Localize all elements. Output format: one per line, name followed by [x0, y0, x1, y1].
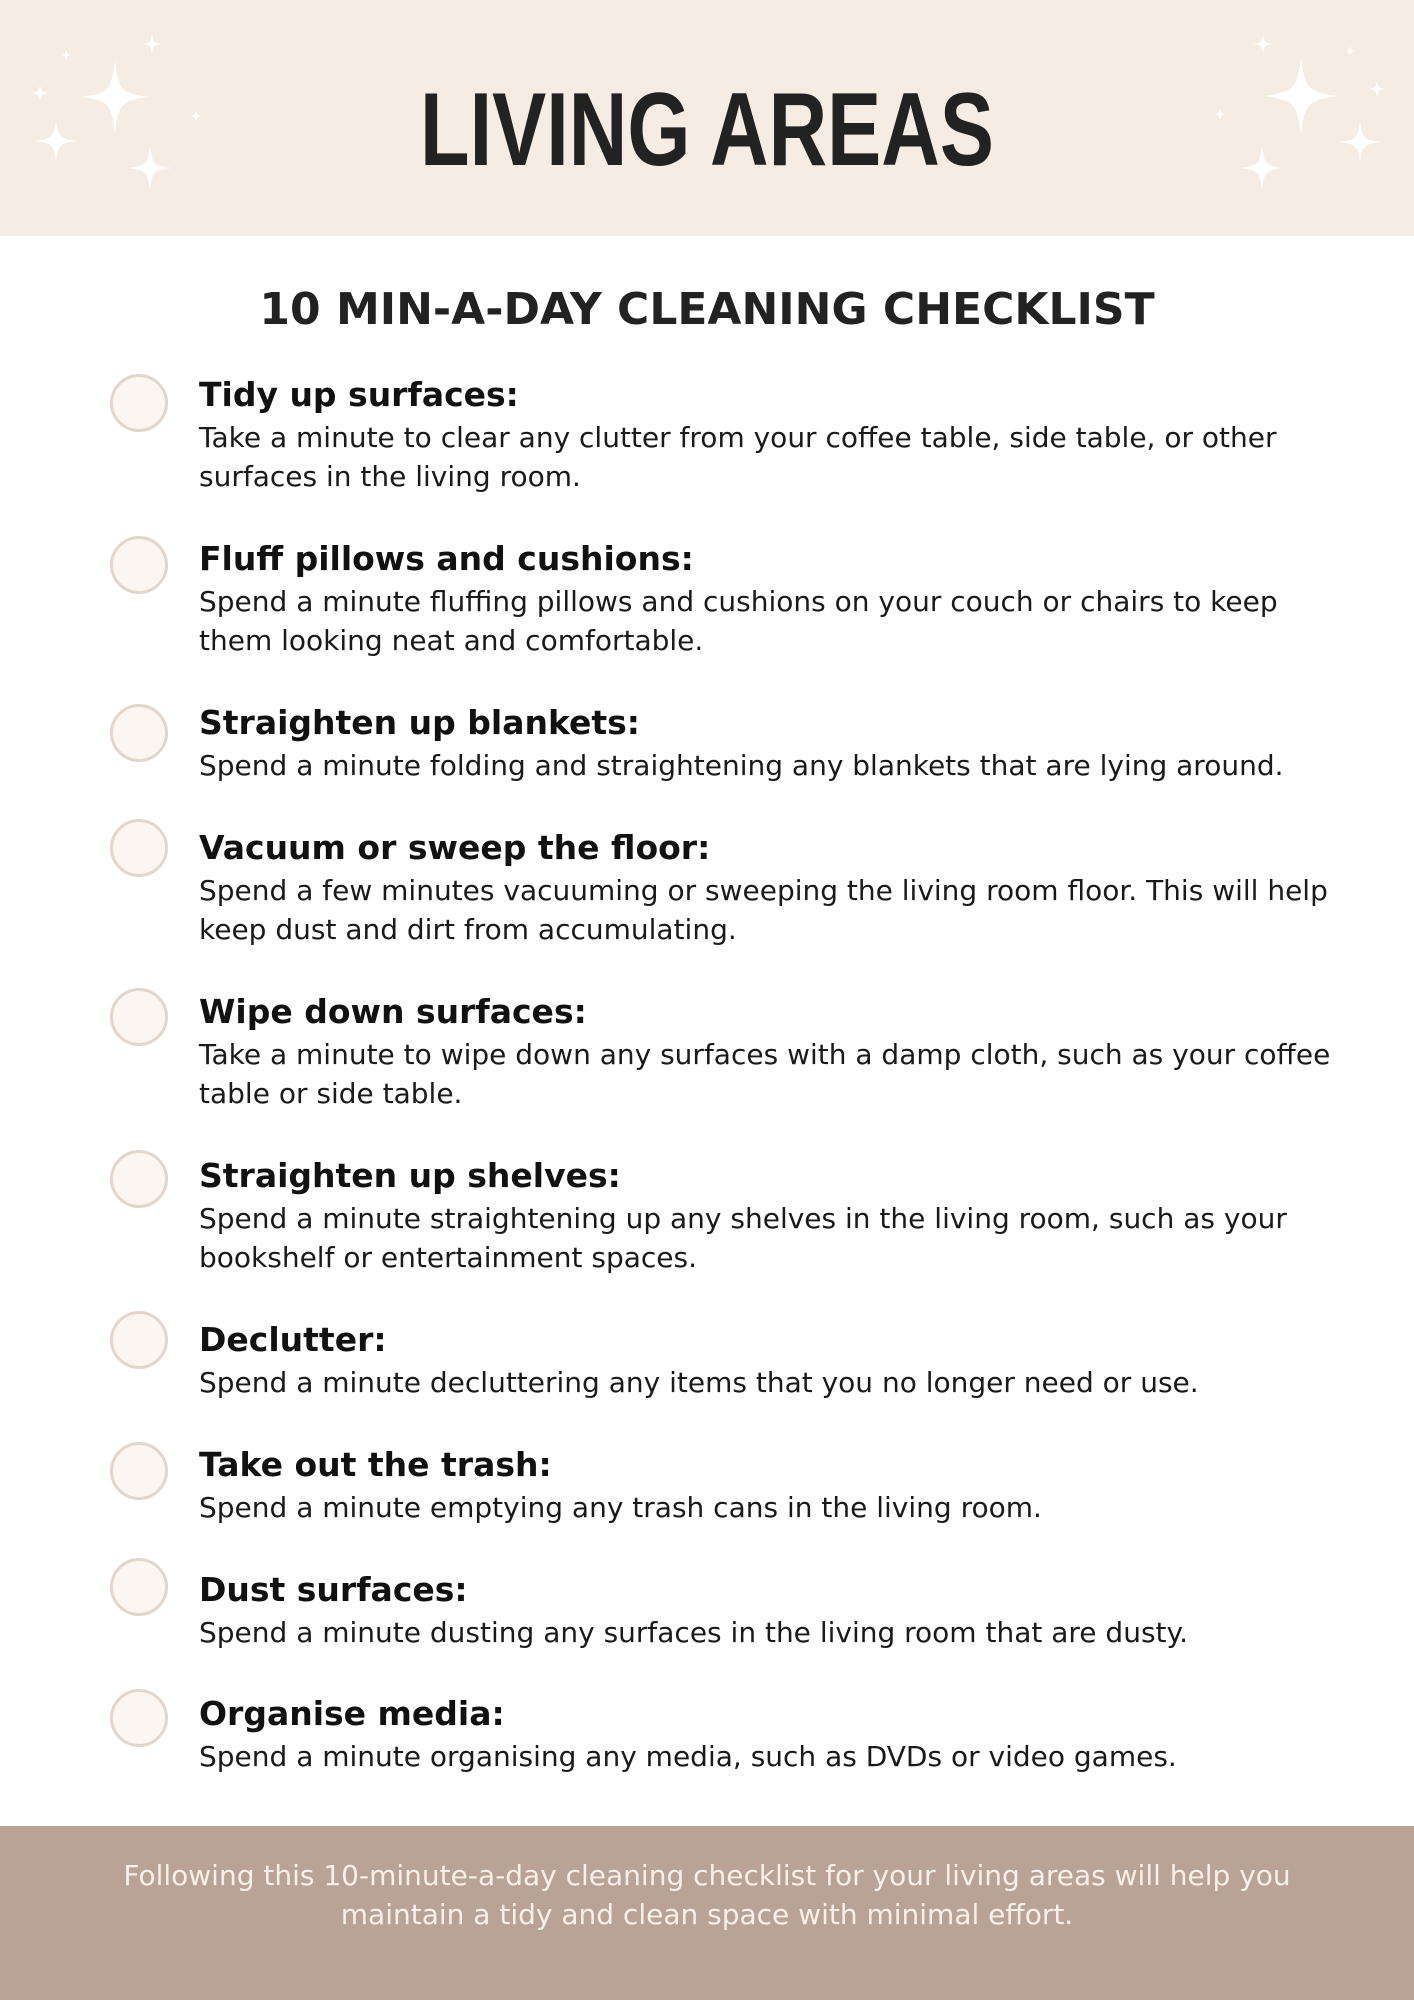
item-heading: Take out the trash: [199, 1445, 552, 1484]
item-description: Spend a minute emptying any trash cans in the living room. [199, 1491, 1042, 1524]
item-description: Spend a minute organising any media, such as DVDs or video games. [199, 1740, 1177, 1773]
item-heading: Wipe down surfaces: [199, 992, 587, 1031]
checkbox[interactable] [110, 1558, 168, 1616]
item-heading: Vacuum or sweep the floor: [199, 828, 711, 867]
item-heading: Dust surfaces: [199, 1570, 468, 1609]
footer-banner [0, 1826, 1414, 2000]
checkbox[interactable] [110, 819, 168, 877]
checkbox[interactable] [110, 374, 168, 432]
item-description: Spend a minute fluffing pillows and cushions on your couch or chairs to keep them looking neat and comfortable. [199, 585, 1278, 657]
item-description: Spend a few minutes vacuuming or sweeping the living room floor. This will help keep dust and dirt from accumulating. [199, 874, 1328, 946]
checkbox[interactable] [110, 1311, 168, 1369]
checkbox[interactable] [110, 704, 168, 762]
checkbox[interactable] [110, 1689, 168, 1747]
page-title: LIVING AREAS [420, 72, 994, 188]
footer-text: Following this 10-minute-a-day cleaning checklist for your living areas will help you maintain a tidy and clean space with minimal effort. [123, 1859, 1291, 1931]
item-description: Take a minute to clear any clutter from your coffee table, side table, or other surfaces in the living room. [199, 421, 1277, 493]
checkbox[interactable] [110, 988, 168, 1046]
item-description: Spend a minute dusting any surfaces in the living room that are dusty. [199, 1616, 1188, 1649]
item-description: Spend a minute straightening up any shelves in the living room, such as your bookshelf or entertainment spaces. [199, 1202, 1287, 1274]
item-heading: Organise media: [199, 1694, 505, 1733]
item-heading: Tidy up surfaces: [199, 375, 519, 414]
checkbox[interactable] [110, 1150, 168, 1208]
checkbox[interactable] [110, 1442, 168, 1500]
checkbox[interactable] [110, 536, 168, 594]
item-description: Spend a minute decluttering any items that you no longer need or use. [199, 1366, 1199, 1399]
item-heading: Straighten up blankets: [199, 703, 641, 742]
item-heading: Declutter: [199, 1320, 387, 1359]
header-banner [0, 0, 1414, 236]
item-heading: Straighten up shelves: [199, 1156, 621, 1195]
item-description: Take a minute to wipe down any surfaces with a damp cloth, such as your coffee table or side table. [199, 1038, 1331, 1110]
item-heading: Fluff pillows and cushions: [199, 539, 694, 578]
checklist-subtitle: 10 MIN-A-DAY CLEANING CHECKLIST [259, 284, 1155, 335]
item-description: Spend a minute folding and straightening any blankets that are lying around. [199, 749, 1284, 782]
